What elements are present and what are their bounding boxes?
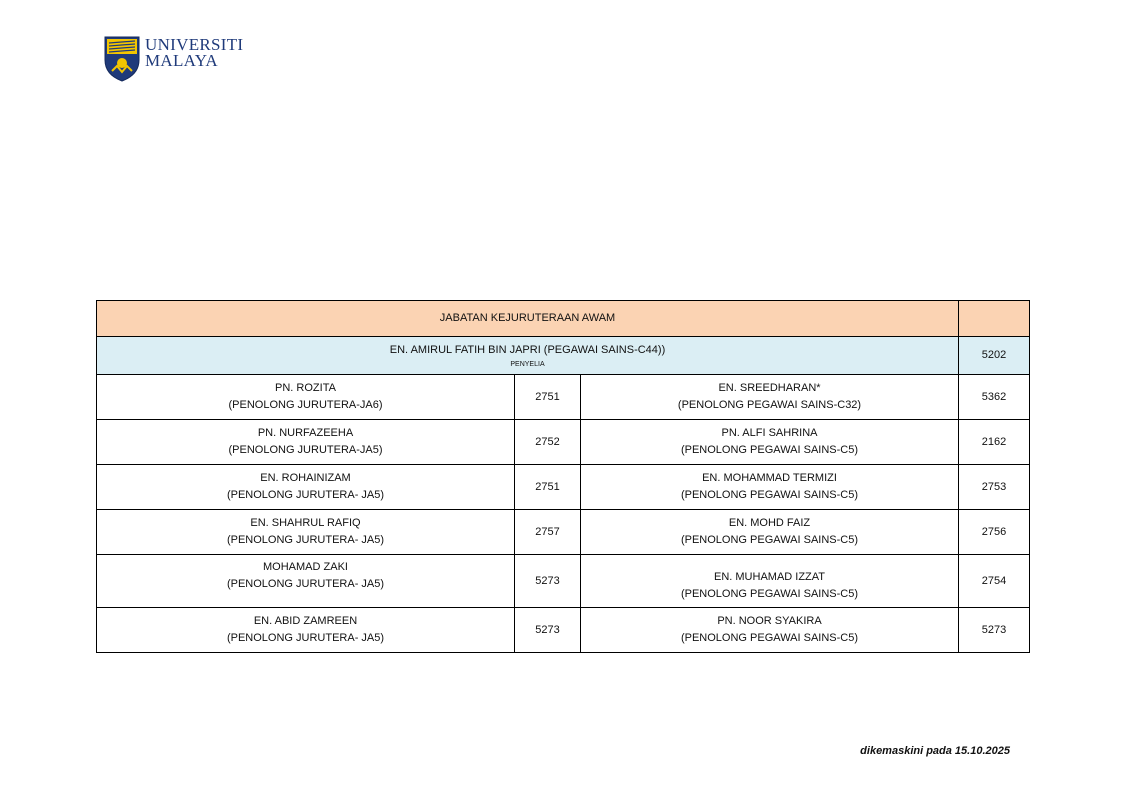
staff-name: MOHAMAD ZAKI	[263, 561, 348, 573]
staff-name: EN. MUHAMAD IZZAT	[714, 571, 826, 583]
right-staff-cell	[581, 465, 959, 510]
staff-role: (PENOLONG JURUTERA-JA5)	[228, 444, 383, 456]
staff-name: PN. NOOR SYAKIRA	[717, 615, 822, 627]
staff-role: (PENOLONG JURUTERA- JA5)	[226, 632, 385, 644]
staff-role: (PENOLONG PEGAWAI SAINS-C5)	[680, 588, 859, 600]
right-staff-cell	[581, 375, 959, 420]
staff-name: EN. SREEDHARAN*	[718, 382, 821, 394]
crest-icon	[104, 36, 140, 82]
right-staff-ext: 2162	[959, 420, 1030, 465]
left-staff-ext: 2757	[515, 510, 581, 555]
supervisor-row	[97, 337, 1030, 375]
staff-name: PN. ROZITA	[275, 382, 336, 394]
table-row	[97, 555, 1030, 608]
left-staff-ext: 5273	[515, 608, 581, 653]
staff-name: EN. ABID ZAMREEN	[253, 615, 358, 627]
staff-directory-table	[96, 300, 1030, 653]
right-staff-cell	[581, 555, 959, 608]
last-updated-note: dikemaskini pada 15.10.2025	[860, 745, 1010, 757]
left-staff-ext: 2751	[515, 375, 581, 420]
logo-line1: UNIVERSITI	[145, 35, 244, 54]
staff-role: (PENOLONG PEGAWAI SAINS-C5)	[680, 534, 859, 546]
right-staff-ext: 5362	[959, 375, 1030, 420]
supervisor-name: EN. AMIRUL FATIH BIN JAPRI (PEGAWAI SAINS-C44))	[389, 343, 666, 356]
left-staff-cell	[97, 510, 515, 555]
right-staff-ext: 2754	[959, 555, 1030, 608]
table-row	[97, 375, 1030, 420]
left-staff-cell	[97, 465, 515, 510]
left-staff-cell	[97, 555, 515, 608]
right-staff-ext: 2756	[959, 510, 1030, 555]
department-title: JABATAN KEJURUTERAAN AWAM	[97, 301, 959, 337]
staff-role: (PENOLONG PEGAWAI SAINS-C32)	[677, 399, 862, 411]
staff-role: (PENOLONG JURUTERA- JA5)	[226, 489, 385, 501]
right-staff-cell	[581, 510, 959, 555]
logo-line2: MALAYA	[145, 51, 218, 70]
logo-wordmark	[145, 37, 243, 69]
right-staff-ext: 2753	[959, 465, 1030, 510]
table-row	[97, 420, 1030, 465]
left-staff-ext: 2751	[515, 465, 581, 510]
staff-name: EN. SHAHRUL RAFIQ	[250, 517, 361, 529]
staff-name: EN. ROHAINIZAM	[260, 472, 351, 484]
supervisor-cell	[97, 337, 959, 375]
table-row	[97, 510, 1030, 555]
left-staff-ext: 5273	[515, 555, 581, 608]
supervisor-ext: 5202	[959, 337, 1030, 375]
left-staff-ext: 2752	[515, 420, 581, 465]
left-staff-cell	[97, 420, 515, 465]
staff-role: (PENOLONG PEGAWAI SAINS-C5)	[680, 489, 859, 501]
staff-role: (PENOLONG JURUTERA-JA6)	[228, 399, 383, 411]
table-row	[97, 465, 1030, 510]
left-staff-cell	[97, 375, 515, 420]
left-staff-cell	[97, 608, 515, 653]
staff-role: (PENOLONG JURUTERA- JA5)	[226, 578, 385, 590]
right-staff-cell	[581, 420, 959, 465]
right-staff-cell	[581, 608, 959, 653]
staff-role: (PENOLONG JURUTERA- JA5)	[226, 534, 385, 546]
staff-role: (PENOLONG PEGAWAI SAINS-C5)	[680, 632, 859, 644]
table-row	[97, 608, 1030, 653]
university-logo	[104, 36, 243, 84]
staff-name: EN. MOHD FAIZ	[728, 517, 811, 529]
right-staff-ext: 5273	[959, 608, 1030, 653]
supervisor-position: PENYELIA	[510, 360, 545, 368]
department-row	[97, 301, 1030, 337]
staff-name: PN. ALFI SAHRINA	[721, 427, 818, 439]
department-ext-cell	[959, 301, 1030, 337]
staff-name: EN. MOHAMMAD TERMIZI	[702, 472, 837, 484]
staff-role: (PENOLONG PEGAWAI SAINS-C5)	[680, 444, 859, 456]
staff-name: PN. NURFAZEEHA	[257, 427, 354, 439]
